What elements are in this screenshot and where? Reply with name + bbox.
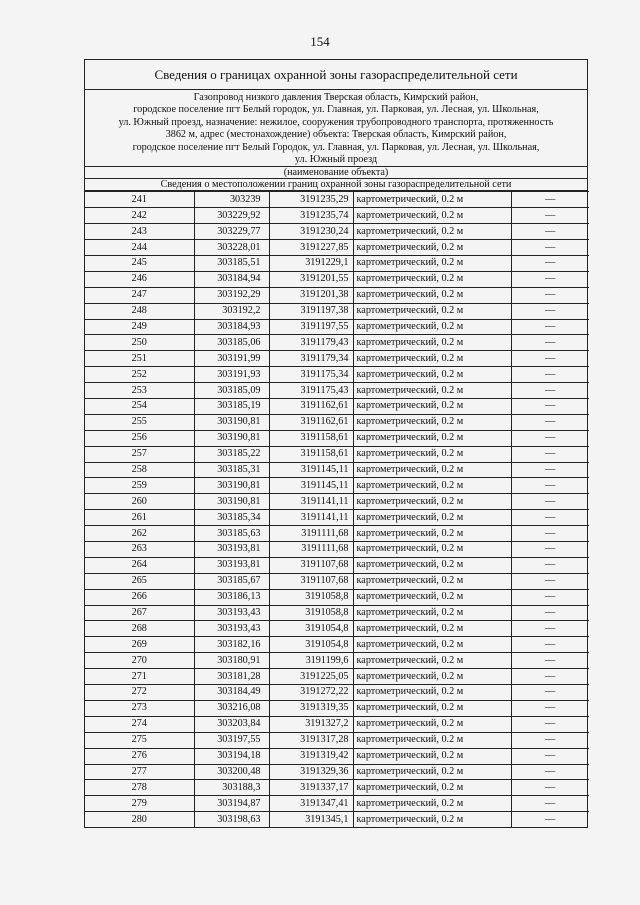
x-coordinate-cell: 303186,13 xyxy=(194,589,269,605)
y-coordinate-cell: 3191229,1 xyxy=(269,256,353,272)
table-row xyxy=(85,621,589,637)
y-coordinate-cell: 3191141,11 xyxy=(269,510,353,526)
dash-cell: — xyxy=(511,494,589,510)
method-cell: картометрический, 0.2 м xyxy=(353,335,511,351)
x-coordinate-cell: 303185,31 xyxy=(194,462,269,478)
point-number-cell: 241 xyxy=(85,192,194,208)
dash-cell: — xyxy=(511,621,589,637)
point-number-cell: 259 xyxy=(85,478,194,494)
y-coordinate-cell: 3191058,8 xyxy=(269,605,353,621)
dash-cell: — xyxy=(511,287,589,303)
point-number-cell: 269 xyxy=(85,637,194,653)
y-coordinate-cell: 3191319,35 xyxy=(269,700,353,716)
point-number-cell: 264 xyxy=(85,557,194,573)
method-cell: картометрический, 0.2 м xyxy=(353,685,511,701)
object-description-line: Газопровод низкого давления Тверская область, Кимрский район, xyxy=(193,92,479,103)
table-row xyxy=(85,208,589,224)
coordinates-table-body xyxy=(85,192,589,827)
point-number-cell: 263 xyxy=(85,542,194,558)
point-number-cell: 267 xyxy=(85,605,194,621)
dash-cell: — xyxy=(511,367,589,383)
table-row xyxy=(85,367,589,383)
protection-zone-sheet xyxy=(84,59,588,828)
table-row xyxy=(85,240,589,256)
point-number-cell: 252 xyxy=(85,367,194,383)
x-coordinate-cell: 303190,81 xyxy=(194,414,269,430)
method-cell: картометрический, 0.2 м xyxy=(353,510,511,526)
x-coordinate-cell: 303185,51 xyxy=(194,256,269,272)
table-row xyxy=(85,700,589,716)
table-row xyxy=(85,732,589,748)
point-number-cell: 268 xyxy=(85,621,194,637)
dash-cell: — xyxy=(511,685,589,701)
y-coordinate-cell: 3191175,34 xyxy=(269,367,353,383)
y-coordinate-cell: 3191199,6 xyxy=(269,653,353,669)
x-coordinate-cell: 303192,29 xyxy=(194,287,269,303)
x-coordinate-cell: 303192,2 xyxy=(194,303,269,319)
y-coordinate-cell: 3191197,55 xyxy=(269,319,353,335)
method-cell: картометрический, 0.2 м xyxy=(353,430,511,446)
table-row xyxy=(85,303,589,319)
table-row xyxy=(85,494,589,510)
point-number-cell: 274 xyxy=(85,716,194,732)
method-cell: картометрический, 0.2 м xyxy=(353,240,511,256)
method-cell: картометрический, 0.2 м xyxy=(353,367,511,383)
method-cell: картометрический, 0.2 м xyxy=(353,478,511,494)
method-cell: картометрический, 0.2 м xyxy=(353,796,511,812)
x-coordinate-cell: 303182,16 xyxy=(194,637,269,653)
y-coordinate-cell: 3191141,11 xyxy=(269,494,353,510)
table-row xyxy=(85,669,589,685)
x-coordinate-cell: 303185,22 xyxy=(194,446,269,462)
object-description-line: городское поселение пгт Белый городок, ул. Главная, ул. Парковая, ул. Лесная, ул. Школьная, xyxy=(133,104,539,116)
dash-cell: — xyxy=(511,526,589,542)
table-row xyxy=(85,510,589,526)
x-coordinate-cell: 303191,99 xyxy=(194,351,269,367)
x-coordinate-cell: 303181,28 xyxy=(194,669,269,685)
x-coordinate-cell: 303194,18 xyxy=(194,748,269,764)
x-coordinate-cell: 303239 xyxy=(194,192,269,208)
table-row xyxy=(85,256,589,272)
y-coordinate-cell: 3191145,11 xyxy=(269,462,353,478)
x-coordinate-cell: 303185,63 xyxy=(194,526,269,542)
method-cell: картометрический, 0.2 м xyxy=(353,414,511,430)
method-cell: картометрический, 0.2 м xyxy=(353,653,511,669)
method-cell: картометрический, 0.2 м xyxy=(353,557,511,573)
y-coordinate-cell: 3191225,05 xyxy=(269,669,353,685)
x-coordinate-cell: 303188,3 xyxy=(194,780,269,796)
method-cell: картометрический, 0.2 м xyxy=(353,605,511,621)
method-cell: картометрический, 0.2 м xyxy=(353,748,511,764)
method-cell: картометрический, 0.2 м xyxy=(353,256,511,272)
method-cell: картометрический, 0.2 м xyxy=(353,589,511,605)
y-coordinate-cell: 3191175,43 xyxy=(269,383,353,399)
point-number-cell: 243 xyxy=(85,224,194,240)
y-coordinate-cell: 3191227,85 xyxy=(269,240,353,256)
method-cell: картометрический, 0.2 м xyxy=(353,287,511,303)
dash-cell: — xyxy=(511,478,589,494)
method-cell: картометрический, 0.2 м xyxy=(353,812,511,827)
dash-cell: — xyxy=(511,796,589,812)
method-cell: картометрический, 0.2 м xyxy=(353,526,511,542)
y-coordinate-cell: 3191230,24 xyxy=(269,224,353,240)
y-coordinate-cell: 3191111,68 xyxy=(269,542,353,558)
dash-cell: — xyxy=(511,748,589,764)
table-row xyxy=(85,685,589,701)
x-coordinate-cell: 303185,19 xyxy=(194,399,269,415)
x-coordinate-cell: 303194,87 xyxy=(194,796,269,812)
y-coordinate-cell: 3191107,68 xyxy=(269,573,353,589)
y-coordinate-cell: 3191162,61 xyxy=(269,414,353,430)
y-coordinate-cell: 3191201,38 xyxy=(269,287,353,303)
dash-cell: — xyxy=(511,732,589,748)
x-coordinate-cell: 303180,91 xyxy=(194,653,269,669)
object-description xyxy=(85,90,587,167)
dash-cell: — xyxy=(511,271,589,287)
dash-cell: — xyxy=(511,669,589,685)
point-number-cell: 256 xyxy=(85,430,194,446)
table-row xyxy=(85,335,589,351)
x-coordinate-cell: 303191,93 xyxy=(194,367,269,383)
dash-cell: — xyxy=(511,430,589,446)
dash-cell: — xyxy=(511,256,589,272)
point-number-cell: 248 xyxy=(85,303,194,319)
x-coordinate-cell: 303185,67 xyxy=(194,573,269,589)
method-cell: картометрический, 0.2 м xyxy=(353,669,511,685)
x-coordinate-cell: 303190,81 xyxy=(194,478,269,494)
point-number-cell: 244 xyxy=(85,240,194,256)
table-row xyxy=(85,462,589,478)
table-row xyxy=(85,224,589,240)
x-coordinate-cell: 303203,84 xyxy=(194,716,269,732)
y-coordinate-cell: 3191107,68 xyxy=(269,557,353,573)
y-coordinate-cell: 3191054,8 xyxy=(269,637,353,653)
point-number-cell: 273 xyxy=(85,700,194,716)
x-coordinate-cell: 303190,81 xyxy=(194,494,269,510)
point-number-cell: 261 xyxy=(85,510,194,526)
x-coordinate-cell: 303185,34 xyxy=(194,510,269,526)
x-coordinate-cell: 303193,81 xyxy=(194,557,269,573)
dash-cell: — xyxy=(511,716,589,732)
table-row xyxy=(85,557,589,573)
y-coordinate-cell: 3191345,1 xyxy=(269,812,353,827)
page-number: 154 xyxy=(310,34,330,49)
y-coordinate-cell: 3191317,28 xyxy=(269,732,353,748)
object-description-line: ул. Южный проезд, назначение: нежилое, сооружения трубопроводного транспорта, протяженность xyxy=(118,116,554,128)
y-coordinate-cell: 3191197,38 xyxy=(269,303,353,319)
method-cell: картометрический, 0.2 м xyxy=(353,700,511,716)
method-cell: картометрический, 0.2 м xyxy=(353,383,511,399)
point-number-cell: 254 xyxy=(85,399,194,415)
table-row xyxy=(85,748,589,764)
point-number-cell: 253 xyxy=(85,383,194,399)
method-cell: картометрический, 0.2 м xyxy=(353,621,511,637)
point-number-cell: 272 xyxy=(85,685,194,701)
object-caption: (наименование объекта) xyxy=(85,167,587,179)
y-coordinate-cell: 3191054,8 xyxy=(269,621,353,637)
dash-cell: — xyxy=(511,653,589,669)
y-coordinate-cell: 3191179,34 xyxy=(269,351,353,367)
point-number-cell: 280 xyxy=(85,812,194,827)
dash-cell: — xyxy=(511,319,589,335)
object-description-line: 3862 м, адрес (местонахождение) объекта: Тверская область, Кимрский район, xyxy=(165,129,507,141)
method-cell: картометрический, 0.2 м xyxy=(353,446,511,462)
table-row xyxy=(85,192,589,208)
x-coordinate-cell: 303184,49 xyxy=(194,685,269,701)
table-row xyxy=(85,319,589,335)
coordinates-table xyxy=(85,191,589,827)
table-row xyxy=(85,351,589,367)
dash-cell: — xyxy=(511,637,589,653)
table-row xyxy=(85,573,589,589)
y-coordinate-cell: 3191347,41 xyxy=(269,796,353,812)
table-row xyxy=(85,446,589,462)
x-coordinate-cell: 303197,55 xyxy=(194,732,269,748)
method-cell: картометрический, 0.2 м xyxy=(353,208,511,224)
point-number-cell: 249 xyxy=(85,319,194,335)
x-coordinate-cell: 303185,09 xyxy=(194,383,269,399)
y-coordinate-cell: 3191145,11 xyxy=(269,478,353,494)
point-number-cell: 270 xyxy=(85,653,194,669)
table-row xyxy=(85,526,589,542)
table-row xyxy=(85,605,589,621)
method-cell: картометрический, 0.2 м xyxy=(353,399,511,415)
dash-cell: — xyxy=(511,510,589,526)
point-number-cell: 255 xyxy=(85,414,194,430)
point-number-cell: 258 xyxy=(85,462,194,478)
x-coordinate-cell: 303193,43 xyxy=(194,621,269,637)
method-cell: картометрический, 0.2 м xyxy=(353,224,511,240)
method-cell: картометрический, 0.2 м xyxy=(353,462,511,478)
table-row xyxy=(85,542,589,558)
section-heading: Сведения о местоположении границ охранной зоны газораспределительной сети xyxy=(85,179,587,191)
point-number-cell: 279 xyxy=(85,796,194,812)
point-number-cell: 247 xyxy=(85,287,194,303)
method-cell: картометрический, 0.2 м xyxy=(353,637,511,653)
dash-cell: — xyxy=(511,303,589,319)
y-coordinate-cell: 3191235,74 xyxy=(269,208,353,224)
dash-cell: — xyxy=(511,446,589,462)
dash-cell: — xyxy=(511,335,589,351)
dash-cell: — xyxy=(511,240,589,256)
method-cell: картометрический, 0.2 м xyxy=(353,732,511,748)
dash-cell: — xyxy=(511,542,589,558)
y-coordinate-cell: 3191319,42 xyxy=(269,748,353,764)
method-cell: картометрический, 0.2 м xyxy=(353,542,511,558)
x-coordinate-cell: 303200,48 xyxy=(194,764,269,780)
dash-cell: — xyxy=(511,192,589,208)
method-cell: картометрический, 0.2 м xyxy=(353,319,511,335)
method-cell: картометрический, 0.2 м xyxy=(353,192,511,208)
dash-cell: — xyxy=(511,383,589,399)
dash-cell: — xyxy=(511,208,589,224)
table-row xyxy=(85,414,589,430)
y-coordinate-cell: 3191235,29 xyxy=(269,192,353,208)
method-cell: картометрический, 0.2 м xyxy=(353,351,511,367)
dash-cell: — xyxy=(511,700,589,716)
x-coordinate-cell: 303229,92 xyxy=(194,208,269,224)
table-row xyxy=(85,383,589,399)
table-row xyxy=(85,796,589,812)
table-row xyxy=(85,764,589,780)
document-title: Сведения о границах охранной зоны газораспределительной сети xyxy=(85,60,587,90)
x-coordinate-cell: 303216,08 xyxy=(194,700,269,716)
y-coordinate-cell: 3191158,61 xyxy=(269,430,353,446)
table-row xyxy=(85,716,589,732)
y-coordinate-cell: 3191337,17 xyxy=(269,780,353,796)
dash-cell: — xyxy=(511,780,589,796)
point-number-cell: 260 xyxy=(85,494,194,510)
method-cell: картометрический, 0.2 м xyxy=(353,573,511,589)
x-coordinate-cell: 303184,93 xyxy=(194,319,269,335)
object-description-line: городское поселение пгт Белый Городок, ул. Главная, ул. Парковая, ул. Лесная, ул. Школьная, xyxy=(132,141,540,153)
point-number-cell: 275 xyxy=(85,732,194,748)
table-row xyxy=(85,653,589,669)
x-coordinate-cell: 303193,81 xyxy=(194,542,269,558)
table-row xyxy=(85,637,589,653)
point-number-cell: 271 xyxy=(85,669,194,685)
y-coordinate-cell: 3191327,2 xyxy=(269,716,353,732)
point-number-cell: 266 xyxy=(85,589,194,605)
point-number-cell: 246 xyxy=(85,271,194,287)
dash-cell: — xyxy=(511,462,589,478)
object-description-line: ул. Южный проезд xyxy=(294,154,378,166)
table-row xyxy=(85,430,589,446)
method-cell: картометрический, 0.2 м xyxy=(353,716,511,732)
y-coordinate-cell: 3191058,8 xyxy=(269,589,353,605)
x-coordinate-cell: 303184,94 xyxy=(194,271,269,287)
point-number-cell: 265 xyxy=(85,573,194,589)
method-cell: картометрический, 0.2 м xyxy=(353,494,511,510)
point-number-cell: 242 xyxy=(85,208,194,224)
table-row xyxy=(85,589,589,605)
dash-cell: — xyxy=(511,351,589,367)
dash-cell: — xyxy=(511,589,589,605)
point-number-cell: 257 xyxy=(85,446,194,462)
point-number-cell: 251 xyxy=(85,351,194,367)
dash-cell: — xyxy=(511,557,589,573)
y-coordinate-cell: 3191111,68 xyxy=(269,526,353,542)
dash-cell: — xyxy=(511,414,589,430)
method-cell: картометрический, 0.2 м xyxy=(353,780,511,796)
table-row xyxy=(85,287,589,303)
table-row xyxy=(85,271,589,287)
dash-cell: — xyxy=(511,399,589,415)
table-row xyxy=(85,812,589,827)
point-number-cell: 277 xyxy=(85,764,194,780)
point-number-cell: 262 xyxy=(85,526,194,542)
x-coordinate-cell: 303193,43 xyxy=(194,605,269,621)
point-number-cell: 250 xyxy=(85,335,194,351)
y-coordinate-cell: 3191179,43 xyxy=(269,335,353,351)
method-cell: картометрический, 0.2 м xyxy=(353,271,511,287)
x-coordinate-cell: 303228,01 xyxy=(194,240,269,256)
dash-cell: — xyxy=(511,764,589,780)
table-row xyxy=(85,399,589,415)
x-coordinate-cell: 303229,77 xyxy=(194,224,269,240)
y-coordinate-cell: 3191158,61 xyxy=(269,446,353,462)
dash-cell: — xyxy=(511,573,589,589)
x-coordinate-cell: 303198,63 xyxy=(194,812,269,827)
x-coordinate-cell: 303190,81 xyxy=(194,430,269,446)
method-cell: картометрический, 0.2 м xyxy=(353,764,511,780)
y-coordinate-cell: 3191162,61 xyxy=(269,399,353,415)
point-number-cell: 276 xyxy=(85,748,194,764)
table-row xyxy=(85,780,589,796)
dash-cell: — xyxy=(511,812,589,827)
y-coordinate-cell: 3191201,55 xyxy=(269,271,353,287)
method-cell: картометрический, 0.2 м xyxy=(353,303,511,319)
y-coordinate-cell: 3191329,36 xyxy=(269,764,353,780)
y-coordinate-cell: 3191272,22 xyxy=(269,685,353,701)
point-number-cell: 245 xyxy=(85,256,194,272)
point-number-cell: 278 xyxy=(85,780,194,796)
table-row xyxy=(85,478,589,494)
dash-cell: — xyxy=(511,605,589,621)
x-coordinate-cell: 303185,06 xyxy=(194,335,269,351)
dash-cell: — xyxy=(511,224,589,240)
